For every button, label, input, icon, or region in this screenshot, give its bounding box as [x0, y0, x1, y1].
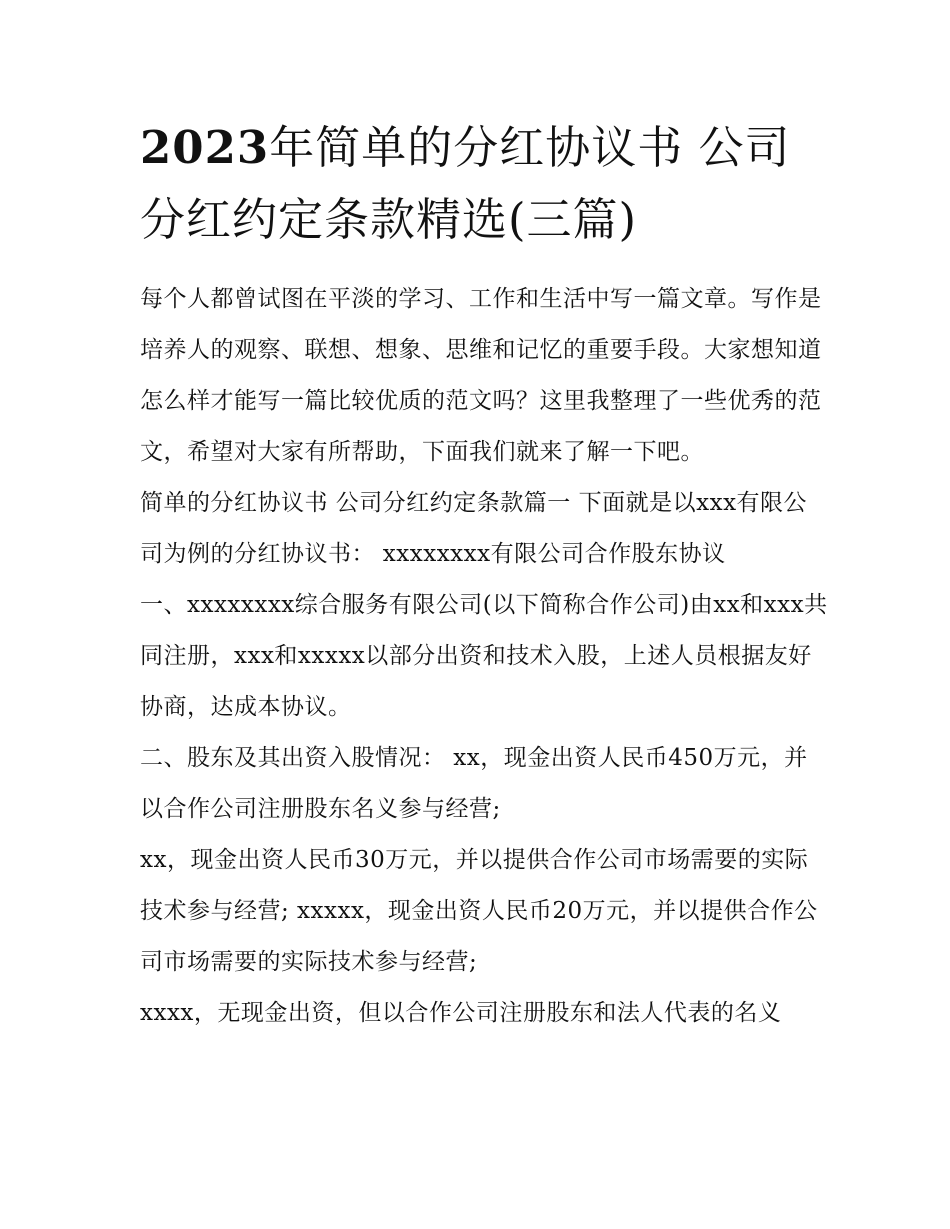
intro-paragraph: 每个人都曾试图在平淡的学习、工作和生活中写一篇文章。写作是培养人的观察、联想、想象、思维和记忆的重要手段。大家想知道怎么样才能写一篇比较优质的范文吗？这里我整理了一些优秀的范文，希望对大家有所帮助，下面我们就来了解一下吧。	[140, 286, 822, 465]
clause-one-paragraph: 一、xxxxxxxx综合服务有限公司(以下简称合作公司)由xx和xxx共同注册，xxx和xxxxx以部分出资和技术入股，上述人员根据友好协商，达成本协议。	[140, 592, 828, 720]
document-title	[140, 112, 830, 256]
agreement-heading-paragraph: 简单的分红协议书 公司分红约定条款篇一 下面就是以xxx有限公司为例的分红协议书： xxxxxxxx有限公司合作股东协议	[140, 490, 808, 567]
document-page	[140, 112, 830, 1039]
shareholder-paragraph: xx，现金出资人民币30万元，并以提供合作公司市场需要的实际技术参与经营; xxxxx，现金出资人民币20万元，并以提供合作公司市场需要的实际技术参与经营;	[140, 847, 818, 975]
shareholder-paragraph-continued: xxxx，无现金出资，但以合作公司注册股东和法人代表的名义	[140, 1000, 782, 1026]
title-text: 年简单的分红协议书 公司分红约定条款精选(三篇)	[140, 121, 791, 246]
title-year: 2023	[140, 121, 270, 174]
clause-two-paragraph: 二、股东及其出资入股情况： xx，现金出资人民币450万元，并以合作公司注册股东名义参与经营;	[140, 745, 808, 822]
